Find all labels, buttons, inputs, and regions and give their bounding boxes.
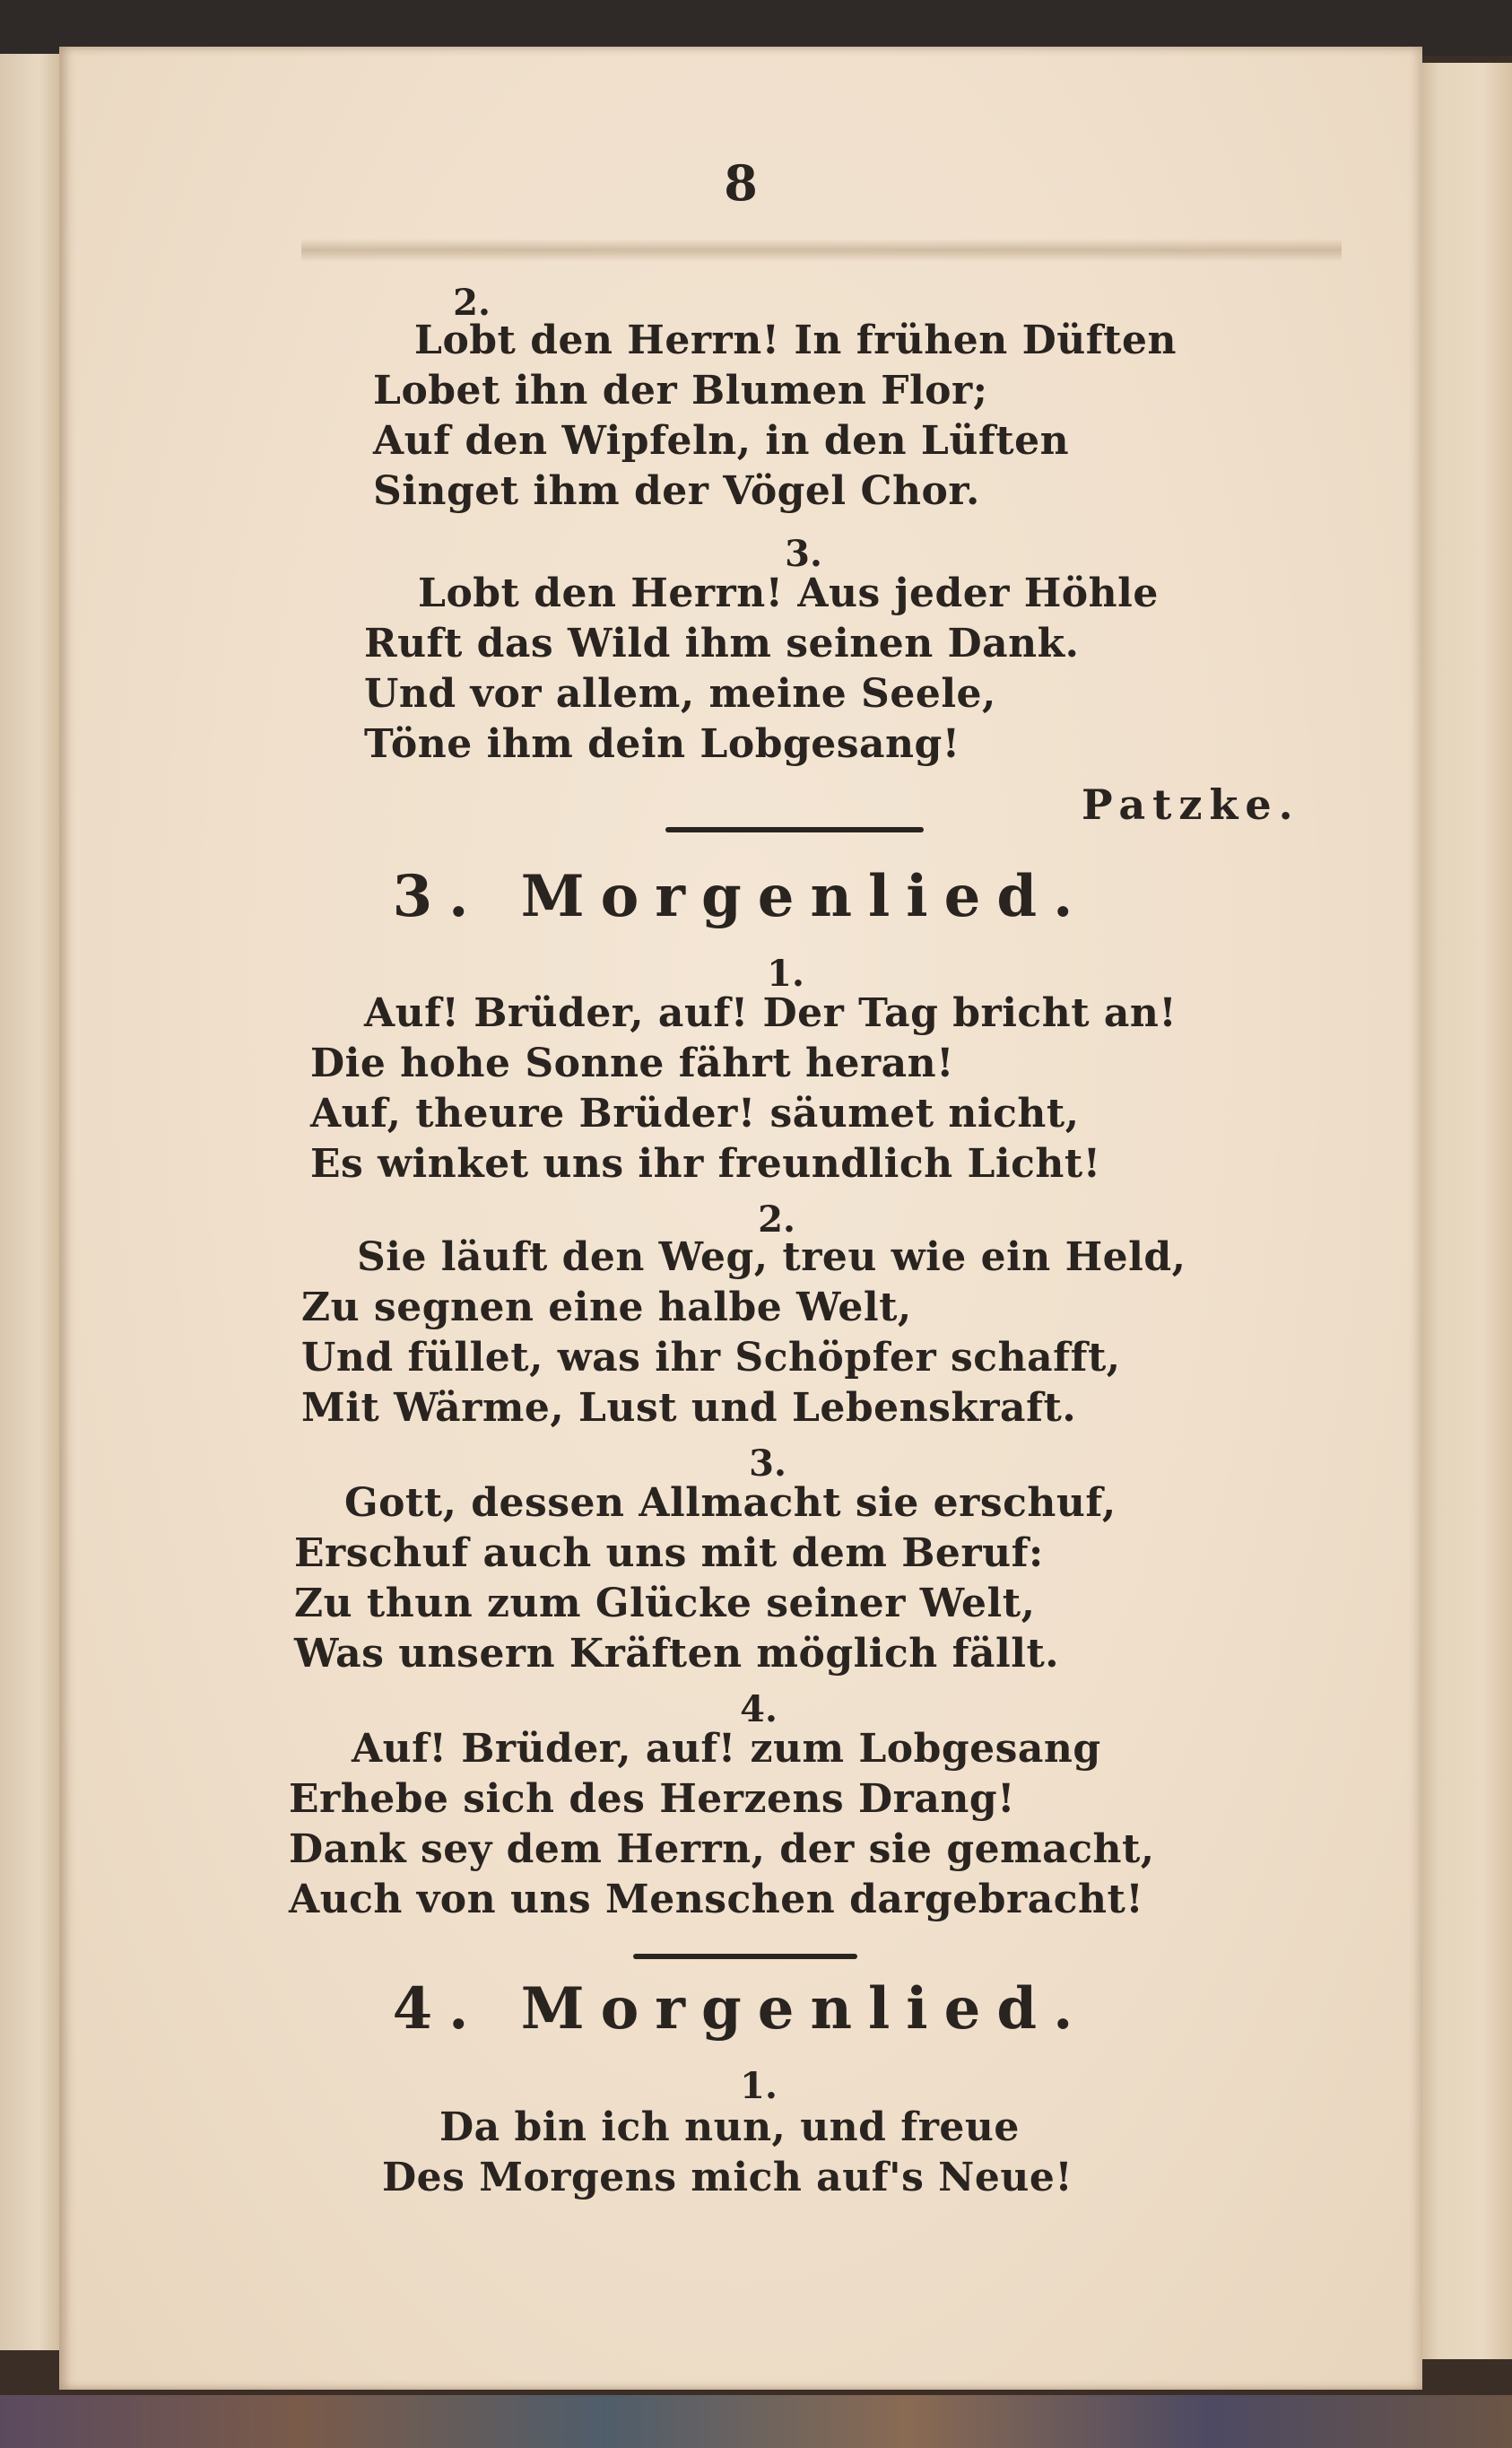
verse-line: Lobt den Herrn! In frühen Düften	[414, 318, 1177, 363]
verse-line: Ruft das Wild ihm seinen Dank.	[364, 621, 1080, 666]
verse-number: 1.	[740, 2065, 778, 2107]
verse-block	[310, 989, 1177, 1189]
verse-block	[289, 1724, 1155, 1925]
verse-line: Und vor allem, meine Seele,	[364, 671, 996, 717]
verse-line: Töne ihm dein Lobgesang!	[364, 721, 960, 767]
author-name: Patzke.	[1082, 780, 1300, 829]
verse-block	[301, 1233, 1186, 1433]
page-number: 8	[724, 154, 758, 212]
verse-line: Es winket uns ihr freundlich Licht!	[310, 1141, 1101, 1187]
section-title: 3. Morgenlied.	[392, 863, 1090, 930]
verse-line: Des Morgens mich auf's Neue!	[382, 2155, 1073, 2200]
verse-block	[364, 569, 1159, 770]
verse-line: Singet ihm der Vögel Chor.	[373, 468, 980, 514]
verse-line: Auf den Wipfeln, in den Lüften	[373, 418, 1070, 464]
verse-line: Auf, theure Brüder! säumet nicht,	[310, 1091, 1080, 1137]
verse-number: 3.	[749, 1442, 786, 1485]
verse-number: 2.	[758, 1198, 795, 1241]
verse-number: 4.	[740, 1688, 778, 1730]
verse-line: Auch von uns Menschen dargebracht!	[289, 1877, 1144, 1922]
verse-number: 1.	[767, 953, 804, 995]
verse-number: 2.	[453, 282, 491, 324]
right-page-edge	[1415, 63, 1512, 2359]
verse-line: Lobet ihn der Blumen Flor;	[373, 368, 988, 414]
section-divider	[665, 827, 924, 832]
verse-number: 3.	[785, 533, 822, 575]
verse-line: Dank sey dem Herrn, der sie gemacht,	[289, 1826, 1155, 1872]
verse-line: Zu thun zum Glücke seiner Welt,	[294, 1581, 1036, 1626]
verse-line: Lobt den Herrn! Aus jeder Höhle	[418, 571, 1159, 616]
verse-block	[373, 316, 1177, 517]
verse-line: Erschuf auch uns mit dem Beruf:	[294, 1530, 1044, 1576]
book-cover-edge	[0, 2395, 1512, 2448]
verse-line: Und füllet, was ihr Schöpfer schafft,	[301, 1335, 1121, 1381]
verse-line: Da bin ich nun, und freue	[439, 2104, 1020, 2150]
left-page-edge	[0, 54, 65, 2350]
verse-block	[294, 1478, 1117, 1679]
verse-line: Zu segnen eine halbe Welt,	[301, 1285, 912, 1330]
verse-line: Auf! Brüder, auf! Der Tag bricht an!	[364, 990, 1177, 1036]
verse-line: Auf! Brüder, auf! zum Lobgesang	[352, 1726, 1101, 1772]
verse-block	[382, 2103, 1073, 2203]
section-divider	[633, 1954, 857, 1959]
verse-line: Gott, dessen Allmacht sie erschuf,	[344, 1480, 1117, 1526]
section-title: 4. Morgenlied.	[392, 1975, 1090, 2043]
book-page	[59, 47, 1422, 2390]
verse-line: Mit Wärme, Lust und Lebenskraft.	[301, 1385, 1077, 1431]
verse-line: Erhebe sich des Herzens Drang!	[289, 1776, 1015, 1822]
verse-line: Sie läuft den Weg, treu wie ein Held,	[357, 1234, 1186, 1280]
header-rule	[301, 239, 1342, 262]
verse-line: Die hohe Sonne fährt heran!	[310, 1041, 954, 1086]
verse-line: Was unsern Kräften möglich fällt.	[294, 1631, 1060, 1677]
